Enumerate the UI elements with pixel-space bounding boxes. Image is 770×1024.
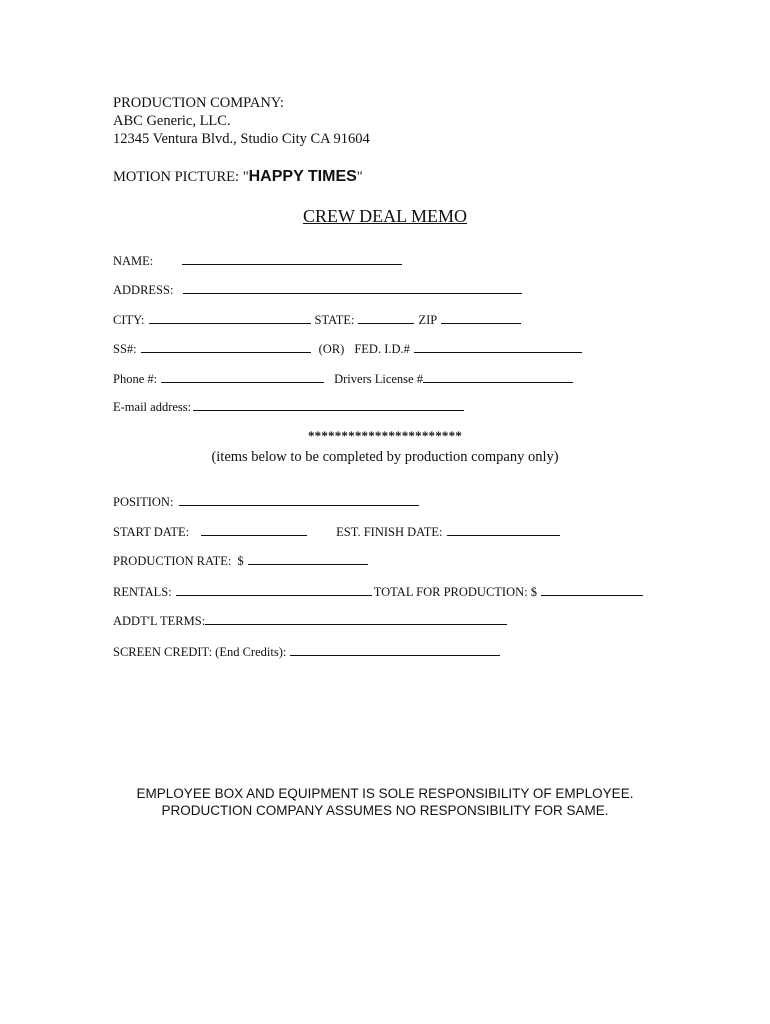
- fed-id-label: FED. I.D.#: [354, 342, 410, 356]
- screen-credit-field[interactable]: [290, 644, 500, 656]
- rentals-field[interactable]: [176, 584, 372, 596]
- city-field[interactable]: [149, 312, 311, 324]
- rentals-label: RENTALS:: [113, 585, 172, 599]
- rentals-row: [113, 584, 643, 601]
- address-row: [113, 282, 522, 299]
- email-row: [113, 399, 464, 416]
- form-title-text: CREW DEAL MEMO: [303, 206, 467, 226]
- motion-picture-title: HAPPY TIMES: [248, 168, 357, 185]
- footer-line-2: PRODUCTION COMPANY ASSUMES NO RESPONSIBILITY FOR SAME.: [161, 803, 609, 818]
- footer-line-1: EMPLOYEE BOX AND EQUIPMENT IS SOLE RESPONSIBILITY OF EMPLOYEE.: [136, 786, 634, 801]
- total-for-production-field[interactable]: [541, 584, 643, 596]
- state-field[interactable]: [358, 312, 414, 324]
- or-label: (OR): [318, 342, 345, 356]
- position-field[interactable]: [179, 494, 419, 506]
- addtl-terms-label: ADDT'L TERMS:: [113, 614, 206, 628]
- zip-label: ZIP: [418, 313, 438, 327]
- phone-row: [113, 371, 573, 388]
- total-for-production-label: TOTAL FOR PRODUCTION: $: [373, 585, 537, 599]
- ssn-row: [113, 341, 582, 358]
- company-label: PRODUCTION COMPANY:: [113, 95, 284, 111]
- addtl-terms-field[interactable]: [205, 613, 507, 625]
- name-row: [113, 253, 402, 270]
- email-field[interactable]: [193, 399, 464, 411]
- start-date-label: START DATE:: [113, 525, 190, 539]
- address-field[interactable]: [183, 282, 522, 294]
- motion-picture-line: [113, 168, 363, 186]
- phone-field[interactable]: [161, 371, 324, 383]
- motion-picture-label: MOTION PICTURE: ": [113, 169, 249, 185]
- ssn-field[interactable]: [141, 341, 311, 353]
- screen-credit-row: [113, 644, 500, 661]
- est-finish-date-label: EST. FINISH DATE:: [336, 525, 443, 539]
- fed-id-field[interactable]: [414, 341, 582, 353]
- start-date-field[interactable]: [201, 524, 307, 536]
- screen-credit-label: SCREEN CREDIT: (End Credits):: [113, 645, 287, 659]
- email-label: E-mail address:: [113, 400, 192, 414]
- position-row: [113, 494, 419, 511]
- production-rate-label: PRODUCTION RATE:: [113, 554, 232, 568]
- company-address: 12345 Ventura Blvd., Studio City CA 91604: [113, 131, 370, 147]
- company-name: ABC Generic, LLC.: [113, 113, 231, 129]
- addtl-terms-row: [113, 613, 507, 630]
- city-row: [113, 312, 521, 329]
- state-label: STATE:: [314, 313, 355, 327]
- production-rate-dollar: $: [237, 554, 244, 568]
- production-note: (items below to be completed by production company only): [211, 449, 559, 465]
- ssn-label: SS#:: [113, 342, 137, 356]
- name-field[interactable]: [182, 253, 402, 265]
- drivers-license-label: Drivers License #: [334, 372, 423, 386]
- separator-stars: ***********************: [307, 428, 463, 443]
- production-rate-row: [113, 553, 368, 570]
- city-label: CITY:: [113, 313, 145, 327]
- address-label: ADDRESS:: [113, 283, 174, 297]
- phone-label: Phone #:: [113, 372, 158, 386]
- zip-field[interactable]: [441, 312, 521, 324]
- motion-picture-close-quote: ": [356, 169, 363, 185]
- drivers-license-field[interactable]: [423, 371, 573, 383]
- form-title: [0, 206, 770, 227]
- dates-row: [113, 524, 560, 541]
- position-label: POSITION:: [113, 495, 174, 509]
- name-label: NAME:: [113, 254, 154, 268]
- production-rate-field[interactable]: [248, 553, 368, 565]
- est-finish-date-field[interactable]: [447, 524, 560, 536]
